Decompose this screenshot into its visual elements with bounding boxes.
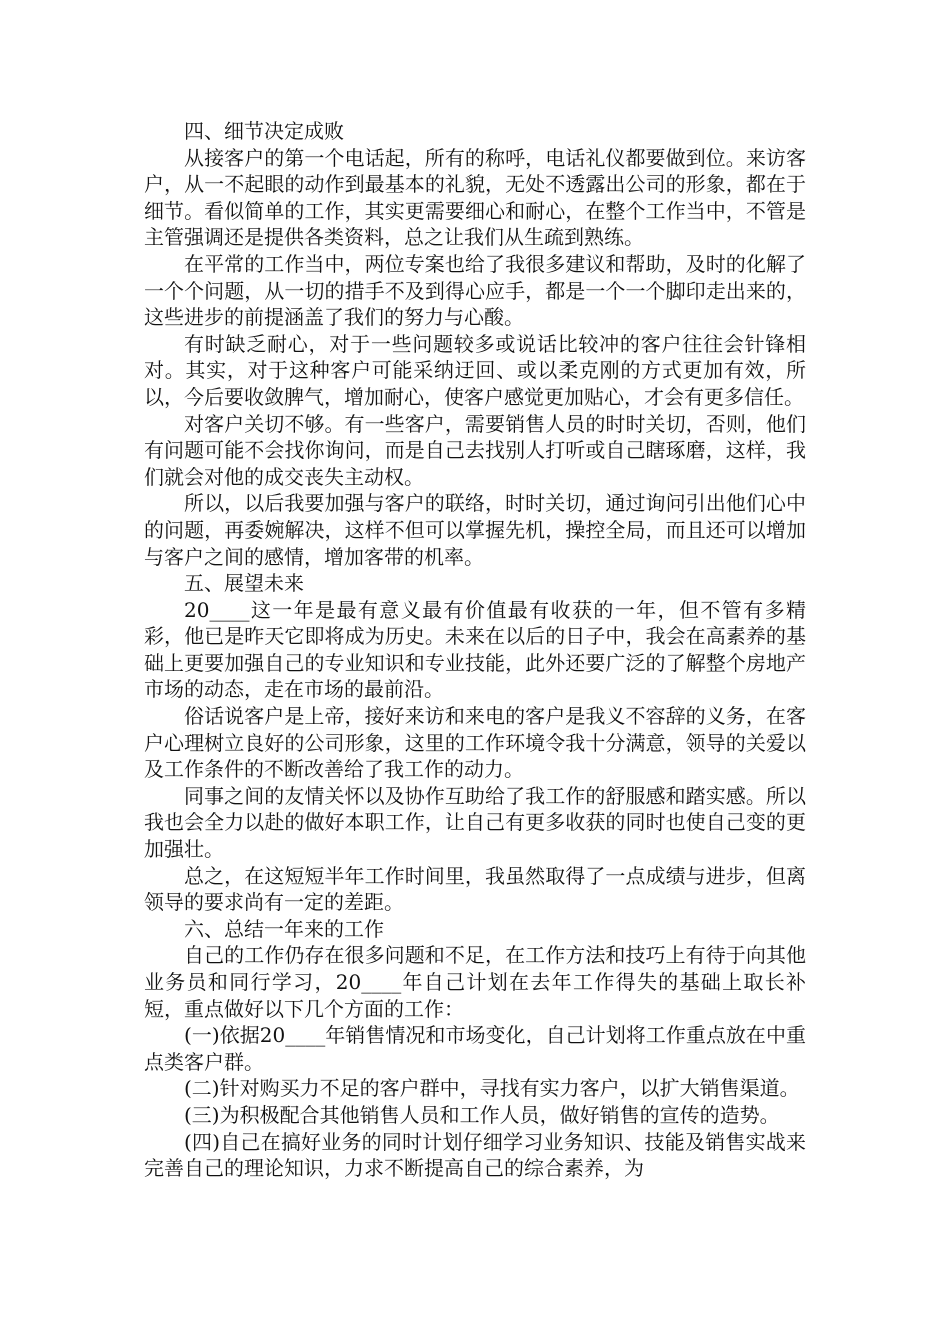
paragraph: 20____这一年是最有意义最有价值最有收获的一年，但不管有多精彩，他已是昨天它即将成为历史。未来在以后的日子中，我会在高素养的基础上更要加强自己的专业知识和专业技能，此外还要广泛的了解整个房地产市场的动态，走在市场的最前沿。 (144, 597, 806, 702)
paragraph: 自己的工作仍存在很多问题和不足，在工作方法和技巧上有待于向其他业务员和同行学习，20____年自己计划在去年工作得失的基础上取长补短，重点做好以下几个方面的工作： (144, 943, 806, 1021)
list-item-4: (四)自己在搞好业务的同时计划仔细学习业务知识、技能及销售实战来完善自己的理论知识，力求不断提高自己的综合素养，为 (144, 1129, 806, 1181)
section-heading-4: 四、细节决定成败 (184, 119, 344, 143)
list-item-2: (二)针对购买力不足的客户群中，寻找有实力客户，以扩大销售渠道。 (184, 1076, 800, 1101)
list-item-3: (三)为积极配合其他销售人员和工作人员，做好销售的宣传的造势。 (184, 1102, 780, 1127)
paragraph: 从接客户的第一个电话起，所有的称呼，电话礼仪都要做到位。来访客户，从一不起眼的动作到最基本的礼貌，无处不透露出公司的形象，都在于细节。看似简单的工作，其实更需要细心和耐心，在整个工作当中，不管是主管强调还是提供各类资料，总之让我们从生疏到熟练。 (144, 145, 806, 250)
document-page (144, 118, 806, 1182)
section-heading-6: 六、总结一年来的工作 (184, 916, 384, 941)
section-heading-5: 五、展望未来 (184, 571, 304, 596)
paragraph: 同事之间的友情关怀以及协作互助给了我工作的舒服感和踏实感。所以我也会全力以赴的做好本职工作，让自己有更多收获的同时也使自己变的更加强壮。 (144, 783, 806, 862)
paragraph: 所以，以后我要加强与客户的联络，时时关切，通过询问引出他们心中的问题，再委婉解决，这样不但可以掌握先机，操控全局，而且还可以增加与客户之间的感情，增加客带的机率。 (144, 491, 806, 569)
paragraph: 总之，在这短短半年工作时间里，我虽然取得了一点成绩与进步，但离领导的要求尚有一定的差距。 (144, 863, 806, 915)
paragraph: 俗话说客户是上帝，接好来访和来电的客户是我义不容辞的义务，在客户心理树立良好的公司形象，这里的工作环境令我十分满意，领导的关爱以及工作条件的不断改善给了我工作的动力。 (144, 704, 806, 782)
paragraph: 有时缺乏耐心，对于一些问题较多或说话比较冲的客户往往会针锋相对。其实，对于这种客户可能采纳迂回、或以柔克刚的方式更加有效，所以，今后要收敛脾气，增加耐心，使客户感觉更加贴心，才会有更多信任。 (144, 331, 806, 409)
list-item-1: (一)依据20____年销售情况和市场变化，自己计划将工作重点放在中重点类客户群。 (144, 1023, 806, 1074)
paragraph: 在平常的工作当中，两位专案也给了我很多建议和帮助，及时的化解了一个个问题，从一切的措手不及到得心应手，都是一个一个脚印走出来的，这些进步的前提涵盖了我们的努力与心酸。 (144, 251, 806, 330)
paragraph: 对客户关切不够。有一些客户，需要销售人员的时时关切，否则，他们有问题可能不会找你询问，而是自己去找别人打听或自己瞎琢磨，这样，我们就会对他的成交丧失主动权。 (144, 411, 806, 489)
